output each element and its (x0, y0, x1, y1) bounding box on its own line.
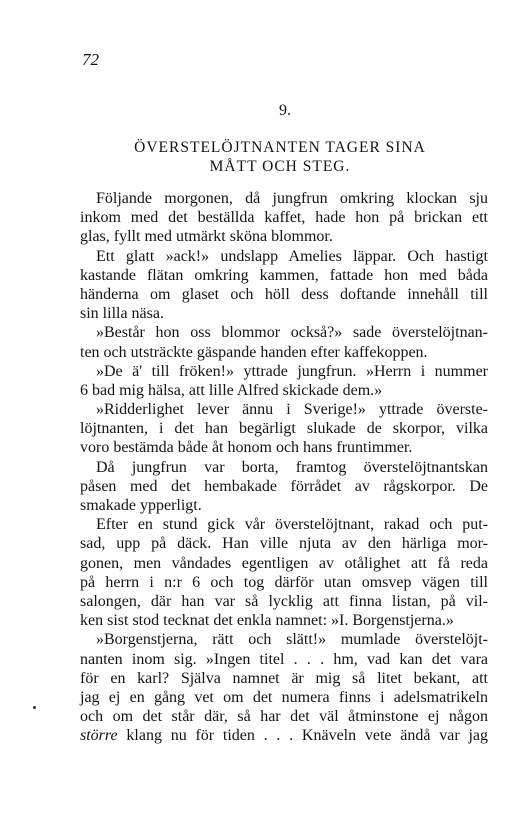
chapter-title-line: MÅTT OCH STEG. (209, 158, 351, 175)
text-line: 6 bad mig hälsa, att lille Alfred skickade dem.» (80, 381, 383, 399)
text-line: voro bestämda både åt honom och hans fruntimmer. (80, 439, 413, 457)
text-line: löjtnanten, i det han begärligt slukade de skorpor, vilka (80, 420, 488, 438)
text-line: »Ridderlighet lever ännu i Sverige!» yttrade överste- (96, 401, 488, 419)
text-line: »Består hon oss blommor också?» sade överstelöjtnan- (96, 324, 488, 342)
text-line: för en karl? Själva namnet är mig så litet bekant, att (80, 669, 488, 687)
margin-dot (33, 706, 36, 709)
chapter-number: 9. (279, 102, 291, 119)
text-line: ken sist stod tecknat det enkla namnet: »I. Borgenstjerna.» (80, 612, 454, 630)
text-line: gonen, men våndades egentligen av otålighet att få reda (80, 554, 488, 572)
text-line: påsen med det hembakade förrådet av rågskorpor. De (80, 477, 488, 495)
text-line: kastande flätan omkring kammen, fattade hon med båda (80, 266, 488, 284)
text-line: »Borgenstjerna, rätt och slätt!» mumlade överstelöjt- (96, 631, 488, 649)
text-line: smakade ypperligt. (80, 497, 202, 514)
chapter-title-line: ÖVERSTELÖJTNANTEN TAGER SINA (134, 139, 426, 156)
italic-word: större (80, 727, 118, 745)
final-line-rest: klang nu för tiden . . . Knäveln vete ändå var jag (117, 727, 488, 745)
text-line: händerna om glaset och höll dess doftande innehåll till (80, 285, 488, 303)
page-number: 72 (82, 50, 99, 69)
text-line: salongen, där han var så lycklig att finna listan, på vil- (80, 592, 488, 610)
text-line: Följande morgonen, då jungfrun omkring klockan sju (96, 190, 488, 207)
text-line-final (80, 726, 488, 745)
body-text (80, 189, 488, 745)
text-line: »De ä' till fröken!» yttrade jungfrun. »Herrn i nummer (96, 362, 488, 380)
text-line: glas, fyllt med utmärkt sköna blommor. (80, 228, 333, 246)
text-line: Då jungfrun var borta, framtog överstelöjtnantskan (96, 458, 488, 476)
chapter-title (0, 138, 520, 176)
text-line: Efter en stund gick vår överstelöjtnant, rakad och put- (96, 516, 488, 534)
text-line: jag ej en gång vet om det numera finns i adelsmatrikeln (80, 688, 488, 706)
text-line: ten och utsträckte gäspande handen efter kaffekoppen. (80, 343, 428, 361)
text-line: på herrn i n:r 6 och tog därför utan omsvep vägen till (80, 573, 488, 591)
text-line: nanten inom sig. »Ingen titel . . . hm, vad kan det vara (80, 650, 488, 668)
text-line: sad, upp på däck. Han ville njuta av den härliga mor- (80, 535, 488, 553)
text-line: inkom med det beställda kaffet, hade hon på brickan ett (80, 209, 488, 227)
text-line: och om det står där, så har det väl åtminstone ej någon (80, 708, 488, 726)
text-line: sin lilla näsa. (80, 305, 164, 323)
text-line: Ett glatt »ack!» undslapp Amelies läppar. Och hastigt (96, 247, 488, 265)
